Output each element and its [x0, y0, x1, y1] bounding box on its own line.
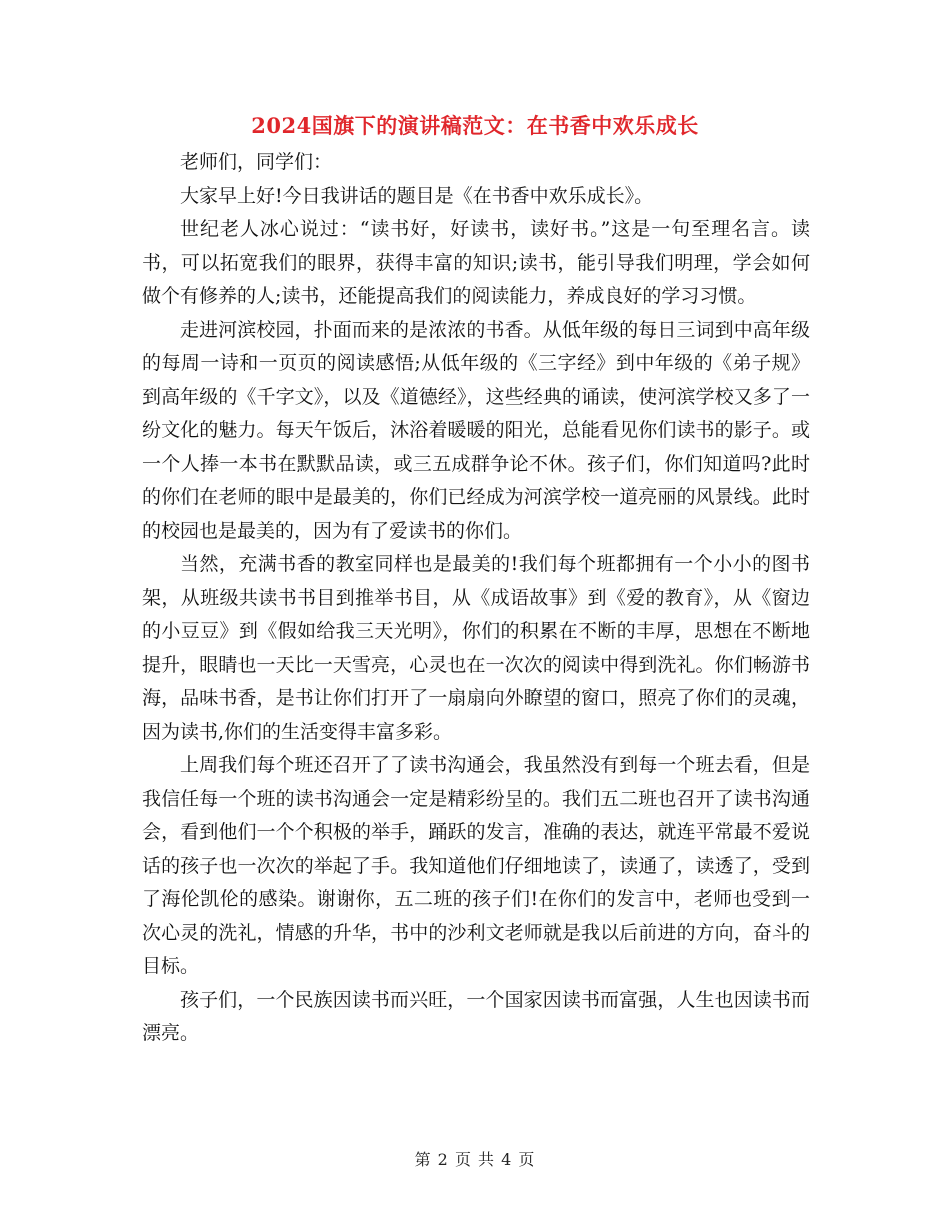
paragraph-closing: 孩子们，一个民族因读书而兴旺，一个国家因读书而富强，人生也因读书而漂亮。 — [142, 988, 810, 1044]
paragraph-classroom: 当然，充满书香的教室同样也是最美的!我们每个班都拥有一个小小的图书架，从班级共读书书目到推举书目，从《成语故事》到《爱的教育》，从《窗边的小豆豆》到《假如给我三天光明》，你们的积累在不断的丰厚，思想在不断地提升，眼睛也一天比一天雪亮，心灵也在一次次的阅读中得到洗礼。你们畅游书海，品味书香，是书让你们打开了一扇扇向外瞭望的窗口，照亮了你们的灵魂，因为读书,你们的生活变得丰富多彩。 — [142, 553, 810, 743]
page-number-footer: 第 2 页 共 4 页 — [414, 1150, 536, 1169]
paragraph-campus: 走进河滨校园，扑面而来的是浓浓的书香。从低年级的每日三词到中高年级的每周一诗和一页页的阅读感悟;从低年级的《三字经》到中年级的《弟子规》到高年级的《千字文》，以及《道德经》，这些经典的诵读，使河滨学校又多了一纷文化的魅力。每天午饭后，沐浴着暖暖的阳光，总能看见你们读书的影子。或一个人捧一本书在默默品读，或三五成群争论不休。孩子们，你们知道吗?此时的你们在老师的眼中是最美的，你们已经成为河滨学校一道亮丽的风景线。此时的校园也是最美的，因为有了爱读书的你们。 — [142, 318, 810, 542]
document-body — [142, 146, 810, 1051]
paragraph-reading-meeting: 上周我们每个班还召开了了读书沟通会，我虽然没有到每一个班去看，但是我信任每一个班的读书沟通会一定是精彩纷呈的。我们五二班也召开了读书沟通会，看到他们一个个积极的举手，踊跃的发言，准确的表达，就连平常最不爱说话的孩子也一次次的举起了手。我知道他们仔细地读了，读通了，读透了，受到了海伦凯伦的感染。谢谢你，五二班的孩子们!在你们的发言中，老师也受到一次心灵的洗礼，情感的升华，书中的沙利文老师就是我以后前进的方向，奋斗的目标。 — [142, 754, 810, 977]
paragraph-greeting: 老师们，同学们： — [180, 151, 333, 173]
paragraph-opening: 大家早上好!今日我讲话的题目是《在书香中欢乐成长》。 — [180, 184, 654, 207]
document-title: 2024国旗下的演讲稿范文：在书香中欢乐成长 — [251, 113, 699, 138]
paragraph-bingxin-quote: 世纪老人冰心说过：“读书好，好读书，读好书。”这是一句至理名言。读书，可以拓宽我们的眼界，获得丰富的知识;读书，能引导我们明理，学会如何做个有修养的人;读书，还能提高我们的阅读能力，养成良好的学习习惯。 — [142, 218, 810, 307]
